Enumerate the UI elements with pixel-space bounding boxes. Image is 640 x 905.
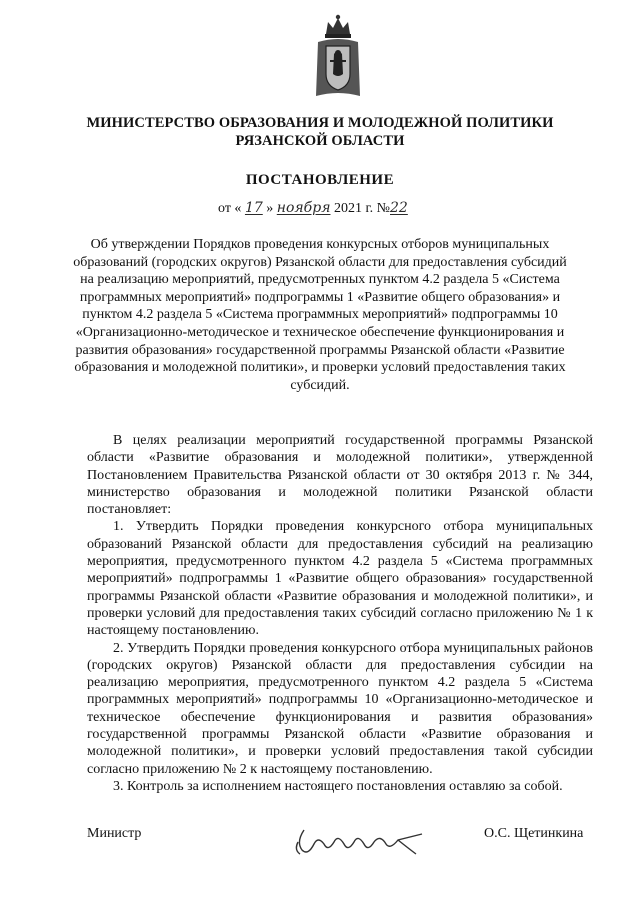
ministry-line-1: МИНИСТЕРСТВО ОБРАЗОВАНИЯ И МОЛОДЕЖНОЙ ПОЛИТИКИ [86,115,554,131]
ministry-heading [60,114,580,150]
document-number: 22 [390,200,408,216]
date-month: ноября [276,200,331,216]
date-year: 2021 г. [333,201,374,216]
paragraph-item-2: 2. Утвердить Порядки проведения конкурсного отбора муниципальных районов (городских округов) Рязанской области для предоставления субсидии на реализацию мероприятия, предусмотренного пунктом 4.2 раздела 5 «Система программных мероприятий» подпрограммы 10 «Организационно-методическое и техническое обеспечение функционирования и развития образования» государственной программы Рязанской области «Развитие образования и молодежной политики», и проверки условий предоставления такой субсидии согласно приложению № 2 к настоящему постановлению. [87,640,593,777]
date-prefix: от « [218,201,242,216]
coat-of-arms-icon [314,12,362,100]
paragraph-item-1: 1. Утвердить Порядки проведения конкурсного отбора муниципальных образований Рязанской области для предоставления субсидий на реализацию мероприятия, предусмотренного пунктом 4.2 раздела 5 «Система программных мероприятий» подпрограммы 1 «Развитие общего образования» государственной программы Рязанской области «Развитие образования и молодежной политики», и проверки условий для предоставления таких субсидий согласно приложению № 1 к настоящему постановлению. [87,519,593,639]
date-mid: » [266,201,274,216]
document-title: Об утверждении Порядков проведения конкурсных отборов муниципальных образований (городских округов) Рязанской области для предоставления субсидий на реализацию мероприятий, предусмотренных пунктом 4.2 раздела 5 «Система программных мероприятий» подпрограммы 1 «Развитие общего образования» и пунктом 4.2 раздела 5 «Система программных мероприятий» подпрограммы 10 «Организационно-методическое и техническое обеспечение функционирования и развития образования» государственной программы Рязанской области «Развитие образования и молодежной политики», и проверки условий предоставления таких субсидий. [73,237,567,393]
document-body [87,432,593,795]
signatory-position: Министр [87,826,142,841]
ministry-line-2: РЯЗАНСКОЙ ОБЛАСТИ [235,133,405,149]
document-type: ПОСТАНОВЛЕНИЕ [245,172,395,188]
paragraph-preamble: В целях реализации мероприятий государственной программы Рязанской области «Развитие образования и молодежной политики», утвержденной Постановлением Правительства Рязанской области от 30 октября 2013 г. № 344, министерство образования и молодежной политики Рязанской области постановляет: [87,433,593,518]
date-line [218,200,408,217]
handwritten-signature [290,820,430,860]
signatory-name: О.С. Щетинкина [484,826,584,841]
date-day: 17 [244,200,263,216]
paragraph-item-3: 3. Контроль за исполнением настоящего постановления оставляю за собой. [113,778,563,794]
number-label: № [376,201,390,216]
